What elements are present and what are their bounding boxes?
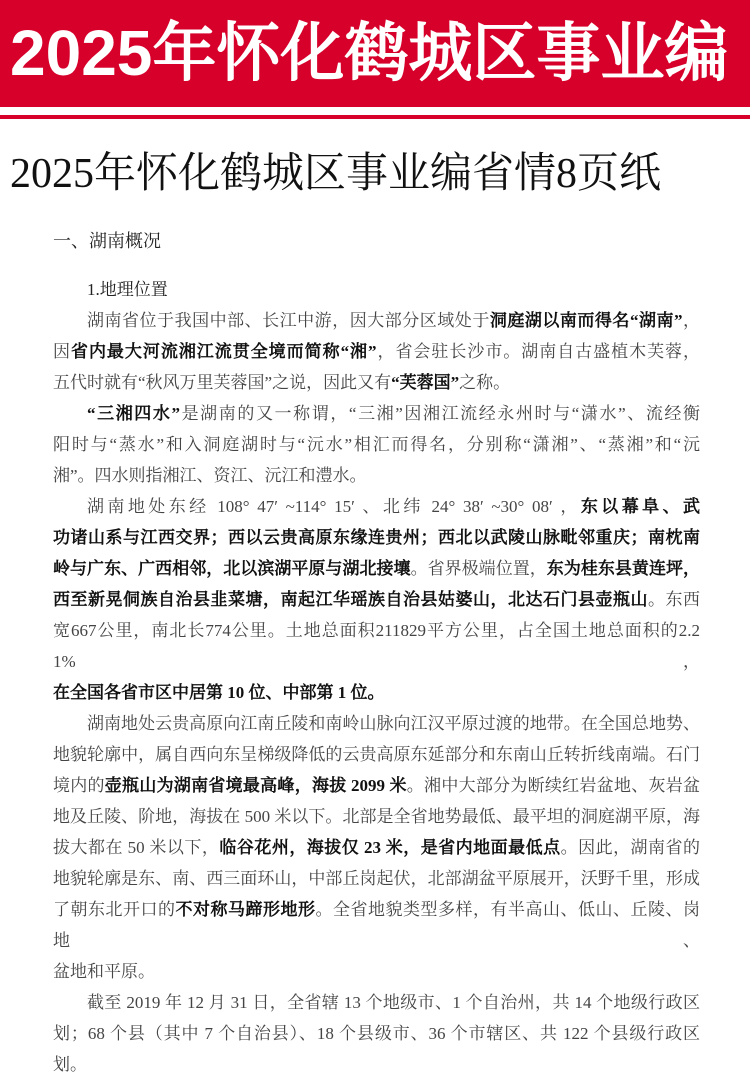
text: 湖南地处云贵高原向江南丘陵和南岭山脉向江汉平原过渡的地带。在全国总地势、 (87, 714, 700, 733)
text-line (53, 305, 700, 336)
document-title: 2025年怀化鹤城区事业编省情8页纸 (10, 151, 662, 197)
text: 地貌轮廓是东、南、西三面环山，中部丘岗起伏，北部湖盆平原展开，沃野千里，形成 (53, 869, 700, 888)
text-line (53, 615, 700, 677)
paragraph (53, 491, 700, 708)
text-line (53, 894, 700, 956)
text-line (53, 367, 700, 398)
bold-text: 洞庭湖以南而得名“湖南” (489, 311, 683, 330)
text-line (53, 553, 700, 584)
text-line (53, 460, 700, 491)
paragraph (53, 305, 700, 398)
text: 因 (53, 342, 71, 361)
text: ， (682, 311, 701, 330)
text: 。全省地貌类型多样，有半高山、低山、丘陵、岗地、 (53, 900, 700, 950)
text: 截至 2019 年 12 月 31 日，全省辖 13 个地级市、1 个自治州，共 14 个地级行政区 (87, 993, 700, 1012)
text-line (53, 863, 700, 894)
text: 地貌轮廓中，属自西向东呈梯级降低的云贵高原东延部分和东南山丘转折线南端。石门 (53, 745, 700, 764)
subsection-heading: 1.地理位置 (87, 280, 168, 299)
text-line (53, 1018, 700, 1080)
header-banner (0, 0, 750, 107)
bold-text: 岭与广东、广西相邻，北以滨湖平原与湖北接壤 (53, 559, 411, 578)
bold-text: 东以幕阜、武 (580, 497, 700, 516)
divider-line (0, 115, 750, 119)
text-line (53, 584, 700, 615)
text-line (53, 708, 700, 739)
text-line (53, 522, 700, 553)
text: 湖南地处东经 108° 47′ ~114° 15′ 、北纬 24° 38′ ~30° 08′ ， (87, 497, 581, 516)
bold-text: 在全国各省市区中居第 10 位、中部第 1 位。 (53, 683, 385, 702)
text: 。省界极端位置， (410, 559, 547, 578)
text: 。因此，湖南省的 (560, 838, 701, 857)
text-line (53, 398, 700, 429)
section-heading: 一、湖南概况 (53, 231, 161, 251)
text: 。东西 (648, 590, 700, 609)
text: 境内的 (53, 776, 105, 795)
bold-text: 临谷花州，海拔仅 23 米，是省内地面最低点 (219, 838, 561, 857)
text: 地及丘陵、阶地，海拔在 500 米以下。北部是全省地势最低、最平坦的洞庭湖平原，海 (53, 807, 700, 826)
text-line (53, 429, 700, 460)
text: 五代时就有“秋风万里芙蓉国”之说，因此又有 (53, 373, 392, 392)
paragraph (53, 398, 700, 491)
text: 是湖南的又一称谓，“三湘”因湘江流经永州时与“潇水”、流经衡 (179, 404, 701, 423)
text: 了朝东北开口的 (53, 900, 176, 919)
text: 盆地和平原。 (53, 962, 155, 981)
bold-text: 东为桂东县黄连坪， (546, 559, 701, 578)
text-line (53, 801, 700, 832)
bold-text: 壶瓶山为湖南省境最高峰，海拔 2099 米 (104, 776, 407, 795)
bold-text: 省内最大河流湘江流贯全境而简称“湘” (70, 342, 377, 361)
document-body (53, 305, 700, 1080)
text: 之称。 (459, 373, 511, 392)
text-line (53, 739, 700, 770)
bold-text: 功诸山系与江西交界；西以云贵高原东缘连贵州；西北以武陵山脉毗邻重庆；南枕南 (53, 528, 700, 547)
paragraph (53, 987, 700, 1080)
bold-text: “芙蓉国” (391, 373, 460, 392)
text: 拔大都在 50 米以下， (53, 838, 220, 857)
text: ，省会驻长沙市。湖南自古盛植木芙蓉， (376, 342, 701, 361)
text: 湖南省位于我国中部、长江中游，因大部分区域处于 (87, 311, 490, 330)
bold-text: 西至新晃侗族自治县韭菜塘，南起江华瑶族自治县姑婆山，北达石门县壶瓶山 (53, 590, 648, 609)
bold-text: 不对称马蹄形地形 (175, 900, 316, 919)
text-line (53, 677, 700, 708)
text: 阳时与“蒸水”和入洞庭湖时与“沅水”相汇而得名，分别称“潇湘”、“蒸湘”和“沅 (53, 435, 700, 454)
text: 湘”。四水则指湘江、资江、沅江和澧水。 (53, 466, 367, 485)
text: 。湘中大部分为断续红岩盆地、灰岩盆 (406, 776, 701, 795)
text: 宽667公里，南北长774公里。土地总面积211829平方公里，占全国土地总面积的2.21%， (53, 621, 700, 671)
text-line (53, 770, 700, 801)
paragraph (53, 708, 700, 987)
banner-title: 2025年怀化鹤城区事业编 (10, 17, 729, 89)
text-line (53, 956, 700, 987)
text-line (53, 491, 700, 522)
bold-text: “三湘四水” (87, 404, 180, 423)
text-line (53, 832, 700, 863)
text-line (53, 336, 700, 367)
text: 划；68 个县（其中 7 个自治县）、18 个县级市、36 个市辖区、共 122 个县级行政区划。 (53, 1024, 700, 1074)
text-line (53, 987, 700, 1018)
